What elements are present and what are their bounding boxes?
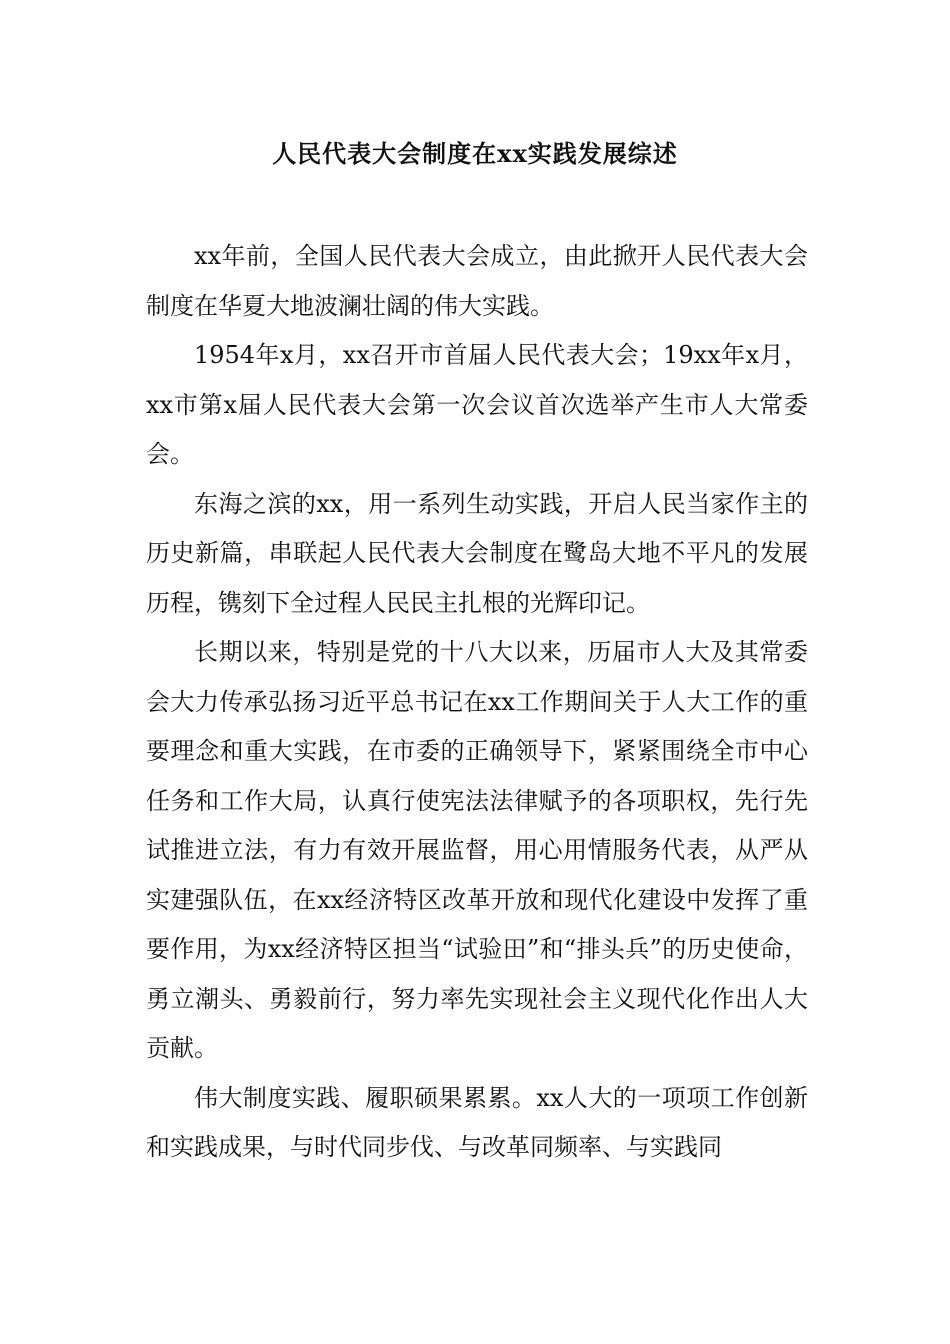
document-title: 人民代表大会制度在xx实践发展综述 xyxy=(272,139,678,168)
document-body xyxy=(146,232,808,1173)
paragraph: 伟大制度实践、履职硕果累累。xx人大的一项项工作创新和实践成果，与时代同步伐、与改革同频率、与实践同 xyxy=(146,1083,808,1161)
paragraph: 长期以来，特别是党的十八大以来，历届市人大及其常委会大力传承弘扬习近平总书记在xx工作期间关于人大工作的重要理念和重大实践，在市委的正确领导下，紧紧围绕全市中心任务和工作大局，认真行使宪法法律赋予的各项职权，先行先试推进立法，有力有效开展监督，用心用情服务代表，从严从实建强队伍，在xx经济特区改革开放和现代化建设中发挥了重要作用，为xx经济特区担当“试验田”和“排头兵”的历史使命，勇立潮头、勇毅前行，努力率先实现社会主义现代化作出人大贡献。 xyxy=(146,638,808,1062)
paragraph: 1954年x月，xx召开市首届人民代表大会；19xx年x月，xx市第x届人民代表大会第一次会议首次选举产生市人大常委会。 xyxy=(146,341,808,468)
paragraph: 东海之滨的xx，用一系列生动实践，开启人民当家作主的历史新篇，串联起人民代表大会制度在鹭岛大地不平凡的发展历程，镌刻下全过程人民民主扎根的光辉印记。 xyxy=(146,489,808,617)
paragraph: xx年前，全国人民代表大会成立，由此掀开人民代表大会制度在华夏大地波澜壮阔的伟大实践。 xyxy=(146,242,808,320)
